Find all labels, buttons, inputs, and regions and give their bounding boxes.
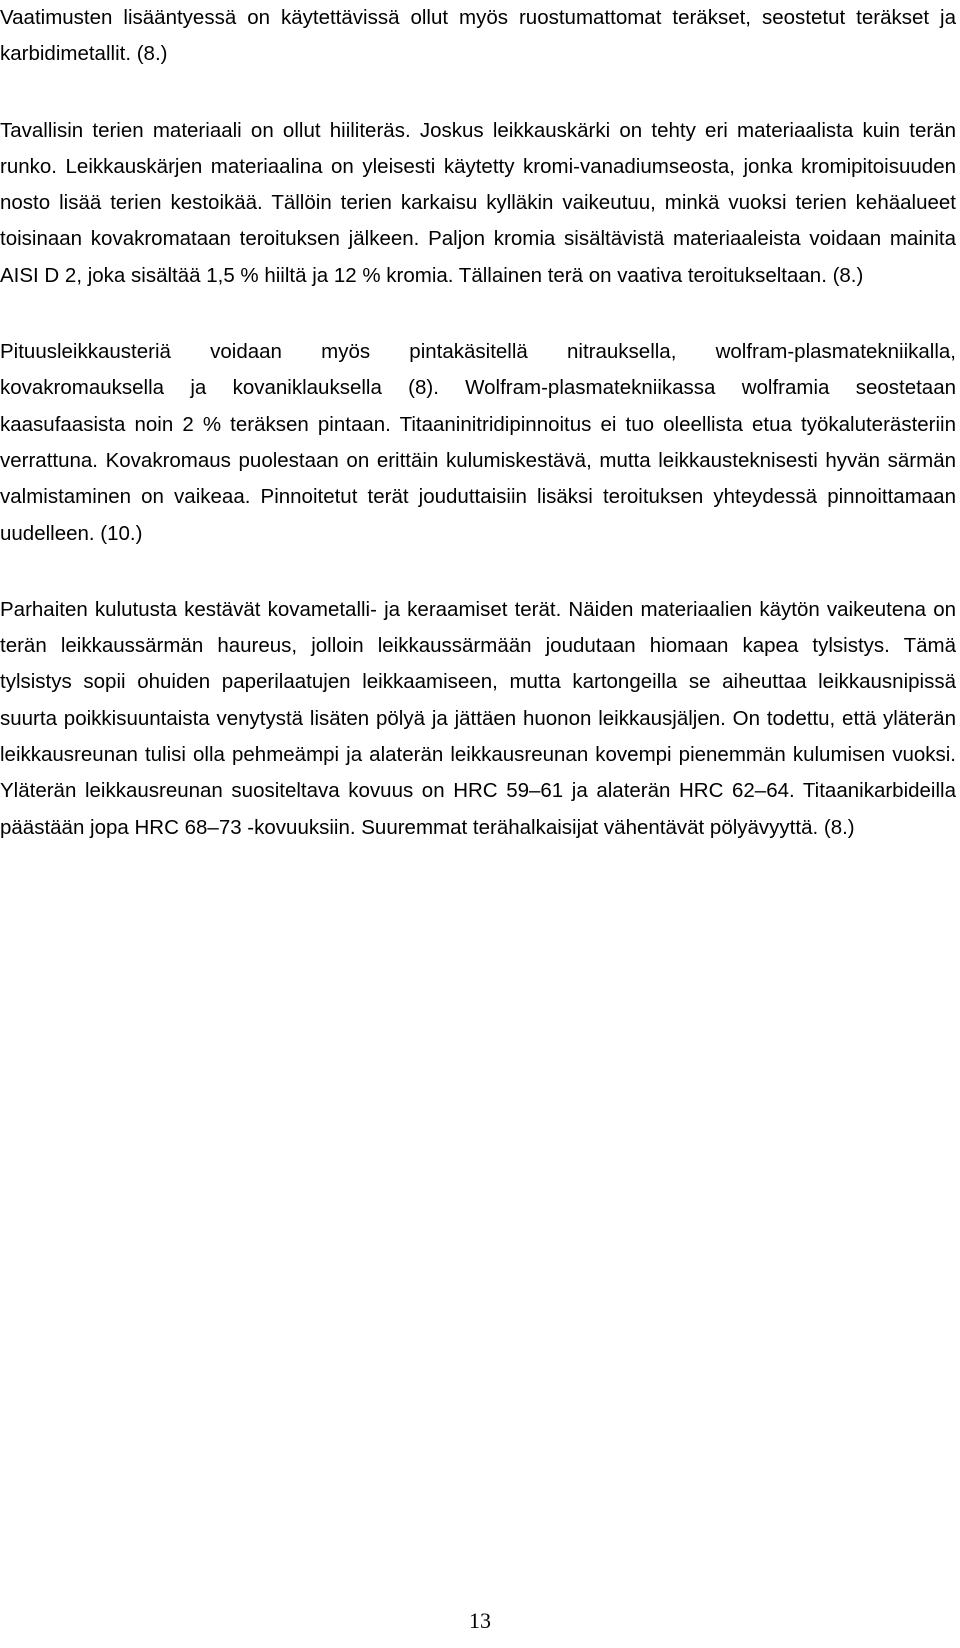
paragraph-carbon-steel: Tavallisin terien materiaali on ollut hiiliteräs. Joskus leikkauskärki on tehty eri materiaalista kuin terän runko. Leikkauskärjen materiaalina on yleisesti käytetty kromi-vanadiumseosta, jonka kromipitoisuuden nosto lisää terien kestoikää. Tällöin terien karkaisu kylläkin vaikeutuu, minkä vuoksi terien kehäalueet toisinaan kovakromataan teroituksen jälkeen. Paljon kromia sisältävistä materiaaleista voidaan mainita AISI D 2, joka sisältää 1,5 % hiiltä ja 12 % kromia. Tällainen terä on vaativa teroitukseltaan. (8.) [0,118,956,287]
paragraph-surface-treatment: Pituusleikkausteriä voidaan myös pintakäsitellä nitrauksella, wolfram-plasmatekniikalla, kovakromauksella ja kovaniklauksella (8). Wolfram-plasmatekniikassa wolframia seostetaan kaasufaasista noin 2 % teräksen pintaan. Titaaninitridipinnoitus ei tuo oleellista etua työkaluterästeriin verrattuna. Kovakromaus puolestaan on erittäin kulumiskestävä, mutta leikkausteknisesti hyvän särmän valmistaminen on vaikeaa. Pinnoitetut terät jouduttaisiin lisäksi teroituksen yhteydessä pinnoittamaan uudelleen. (10.) [0,340,956,545]
paragraph-materials-intro: Vaatimusten lisääntyessä on käytettävissä ollut myös ruostumattomat teräkset, seostetut teräkset ja karbidimetallit. (8.) [0,6,956,66]
paragraph-hard-metals: Parhaiten kulutusta kestävät kovametalli- ja keraamiset terät. Näiden materiaalien käytön vaikeutena on terän leikkaussärmän haureus, jolloin leikkaussärmään joudutaan hiomaan kapea tylsistys. Tämä tylsistys sopii ohuiden paperilaatujen leikkaamiseen, mutta kartongeilla se aiheuttaa leikkausnipissä suurta poikkisuuntaista venytystä lisäten pölyä ja jättäen huonon leikkausjäljen. On todettu, että yläterän leikkausreunan tulisi olla pehmeämpi ja alaterän leikkausreunan kovempi pienemmän kulumisen vuoksi. Yläterän leikkausreunan suositeltava kovuus on HRC 59–61 ja alaterän HRC 62–64. Titaanikarbideilla päästään jopa HRC 68–73 -kovuuksiin. Suuremmat terähalkaisijat vähentävät pölyävyyttä. (8.) [0,597,956,839]
page-number: 13 [469,1608,491,1633]
